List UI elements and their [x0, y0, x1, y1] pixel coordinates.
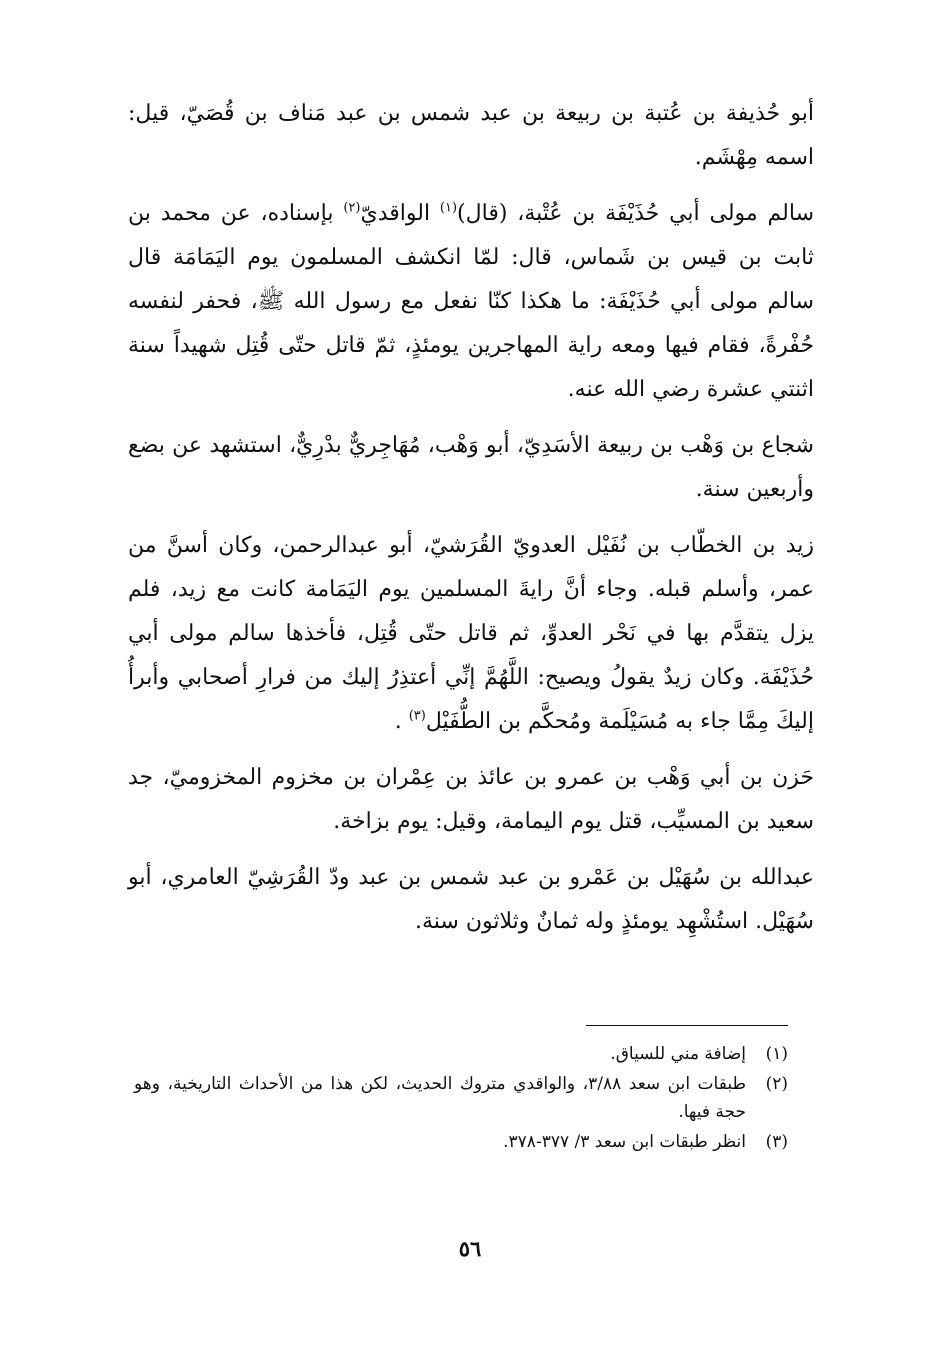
footnote-number: (٢)	[765, 1074, 788, 1094]
paragraph-zayd	[128, 524, 814, 744]
paragraph-abdullah: عبدالله بن سُهَيْل بن عَمْرو بن عبد شمس بن عبد ودّ القُرَشِيّ العامري، أبو سُهَيْل. استُشْهِد يومئذٍ وله ثمانٌ وثلاثون سنة.	[128, 865, 814, 934]
footnote-text: طبقات ابن سعد ٣/٨٨، والواقدي متروك الحديث، لكن هذا من الأحداث التاريخية، وهو حجة فيها.	[134, 1074, 746, 1122]
paragraph-segment: الواقديّ	[360, 201, 440, 226]
paragraph-salim	[128, 192, 814, 412]
paragraph-segment: بإسناده، عن محمد بن ثابت بن قيس بن شَماس، قال: لمّا انكشف المسلمون يوم اليَمَامَة قال سالم مولى أبي حُذَيْفَة: ما هكذا كنّا نفعل مع رسول الله ﷺ، فحفر لنفسه حُفْرةً، فقام فيها ومعه راية المهاجرين يومئذٍ، ثمّ قاتل حتّى قُتِل شهيداً سنة اثنتي عشرة رضي الله عنه.	[128, 201, 814, 402]
footnote-number: (٣)	[765, 1132, 788, 1152]
footnote-item	[134, 1128, 788, 1156]
main-text	[128, 92, 814, 956]
paragraph-hazn: حَزن بن أبي وَهْب بن عمرو بن عائذ بن عِمْران بن مخزوم المخزوميّ، جد سعيد بن المسيِّب، قتل يوم اليمامة، وقيل: يوم بزاخة.	[128, 765, 814, 834]
footnote-ref-3: (٣)	[408, 708, 426, 724]
footnote-ref-2: (٢)	[343, 200, 361, 216]
footnote-number: (١)	[765, 1044, 788, 1064]
footnote-divider	[586, 1025, 788, 1026]
paragraph-segment: سالم مولى أبي حُذَيْفَة بن عُتْبة، (قال)	[457, 201, 815, 226]
page-number: ٥٦	[458, 1236, 482, 1261]
footnote-text: إضافة مني للسياق.	[610, 1044, 746, 1064]
footnotes	[134, 1040, 788, 1158]
paragraph-shuja: شجاع بن وَهْب بن ربيعة الأسَدِيّ، أبو وَهْب، مُهَاجِريٌّ بدْرِيٌّ، استشهد عن بضع وأربعين سنة.	[128, 433, 814, 502]
paragraph-abu-hudhayfa: أبو حُذيفة بن عُتبة بن ربيعة بن عبد شمس بن عبد مَناف بن قُصَيّ، قيل: اسمه مِهْشَم.	[128, 101, 814, 170]
footnote-ref-1: (١)	[439, 200, 458, 216]
paragraph-segment: .	[394, 709, 409, 734]
footnote-item	[134, 1040, 788, 1068]
paragraph-segment: زيد بن الخطّاب بن نُفَيْل العدويّ القُرَشيّ، أبو عبدالرحمن، وكان أسنَّ من عمر، وأسلم قبله. وجاء أنَّ رايةَ المسلمين يوم اليَمَامة كانت مع زيد، فلم يزل يتقدَّم بها في نَحْر العدوِّ، ثم قاتل حتّى قُتِل، فأخذها سالم مولى أبي حُذَيْفَة. وكان زيدٌ يقولُ ويصيح: اللَّهُمَّ إنِّي أعتذِرُ إليك من فرارِ أصحابي وأبرأُ إليكَ مِمَّا جاء به مُسَيْلَمة ومُحكَّم بن الطُّفَيْل	[128, 533, 814, 734]
footnote-item	[134, 1070, 788, 1126]
footnote-text: انظر طبقات ابن سعد ٣/ ٣٧٧-٣٧٨.	[503, 1132, 746, 1152]
